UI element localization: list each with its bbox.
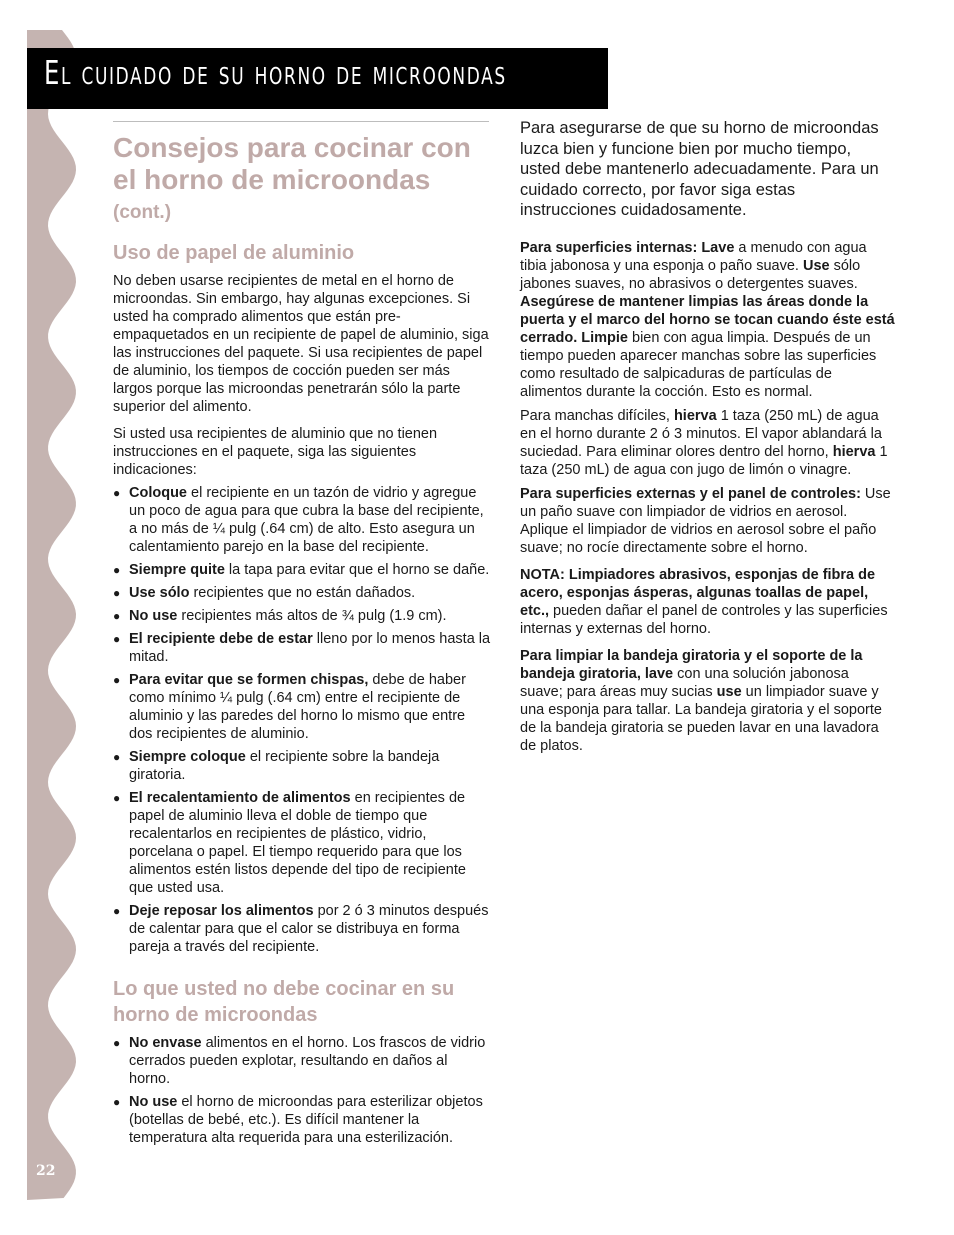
nocook-bullet-list bbox=[113, 1034, 491, 1147]
list-item: ● El recalentamiento de alimentos en recipientes de papel de aluminio lleva el doble de tiempo que recalentarlos en recipientes de plástico, vidrio, porcelana o papel. El tiempo requerido para que los alimentos estén listos depende del tipo de recipiente que usted usa. bbox=[113, 789, 491, 897]
note-paragraph: NOTA: Limpiadores abrasivos, esponjas de fibra de acero, esponjas ásperas, algunas toallas de papel, etc., pueden dañar el panel de controles y las superficies internas y externas del horno. bbox=[520, 566, 888, 637]
section-cont: (cont.) bbox=[113, 202, 172, 223]
decorative-wavy-band bbox=[0, 0, 90, 1235]
page-header-title: El cuidado de su horno de microondas bbox=[44, 53, 507, 92]
divider bbox=[113, 121, 489, 122]
section-title: Consejos para cocinar con el horno de microondas bbox=[113, 132, 471, 195]
left-column bbox=[113, 132, 491, 1152]
foil-paragraph-1: No deben usarse recipientes de metal en el horno de microondas. Sin embargo, hay algunas excepciones. Si usted ha comprado alimentos que están pre-empaquetados en un recipiente de papel de aluminio, siga las instrucciones del paquete. Si usa recipientes de papel de aluminio, los tiempos de cocción pueden ser más largos porque las microondas penetrarán sólo la parte superior del alimento. bbox=[113, 273, 489, 415]
list-item: ● No use recipientes más altos de ¾ pulg (1.9 cm). bbox=[113, 607, 491, 625]
list-item: ● Use sólo recipientes que no están dañados. bbox=[113, 584, 491, 602]
turntable-care-paragraph: Para limpiar la bandeja giratoria y el soporte de la bandeja giratoria, lave con una solución jabonosa suave; para áreas muy sucias use un limpiador suave y una esponja para tallar. La bandeja giratoria y el soporte de la bandeja giratoria se pueden lavar en una lavadora de platos. bbox=[520, 647, 882, 754]
list-item: ● Siempre coloque el recipiente sobre la bandeja giratoria. bbox=[113, 748, 491, 784]
foil-bullet-list bbox=[113, 484, 491, 956]
foil-heading: Uso de papel de aluminio bbox=[113, 242, 355, 264]
exterior-care-paragraph: Para superficies externas y el panel de controles: Use un paño suave con limpiador de vidrios en aerosol. Aplique el limpiador de vidrios en aerosol sobre el paño suave; no rocíe directamente sobre el horno. bbox=[520, 485, 891, 556]
page-number: 22 bbox=[36, 1163, 56, 1179]
nocook-heading: Lo que usted no debe cocinar en su horno de microondas bbox=[113, 978, 455, 1026]
foil-paragraph-2: Si usted usa recipientes de aluminio que no tienen instrucciones en el paquete, siga las siguientes indicaciones: bbox=[113, 426, 438, 478]
interior-care-paragraph: Para superficies internas: Lave a menudo con agua tibia jabonosa y una esponja o paño suave. Use sólo jabones suaves, no abrasivos o detergentes suaves. Asegúrese de mantener limpias las áreas donde la puerta y el marco del horno se tocan cuando éste está cerrado. Limpie bien con agua limpia. Después de un tiempo pueden aparecer manchas sobre las superficies como resultado de salpicaduras de partículas de alimentos durante la cocción. Esto es normal. bbox=[520, 239, 895, 400]
stains-paragraph: Para manchas difíciles, hierva 1 taza (250 mL) de agua en el horno durante 2 ó 3 minutos. El vapor ablandará la suciedad. Para eliminar olores dentro del horno, hierva 1 taza (250 mL) de agua con jugo de limón o vinagre. bbox=[520, 407, 888, 478]
right-column bbox=[520, 118, 895, 755]
list-item: ● Siempre quite la tapa para evitar que el horno se dañe. bbox=[113, 561, 491, 579]
care-intro: Para asegurarse de que su horno de microondas luzca bien y funcione bien por mucho tiempo, usted debe mantenerlo adecuadamente. Para un cuidado correcto, por favor siga estas instrucciones cuidadosamente. bbox=[520, 119, 879, 219]
list-item: ● Para evitar que se formen chispas, debe de haber como mínimo ¼ pulg (.64 cm) entre el recipiente de aluminio y las paredes del horno lo mismo que entre dos recipientes de aluminio. bbox=[113, 671, 491, 743]
list-item: ● No use el horno de microondas para esterilizar objetos (botellas de bebé, etc.). Es difícil mantener la temperatura alta requerida para una esterilización. bbox=[113, 1093, 491, 1147]
list-item: ● No envase alimentos en el horno. Los frascos de vidrio cerrados pueden explotar, resultando en daños al horno. bbox=[113, 1034, 491, 1088]
list-item: ● Deje reposar los alimentos por 2 ó 3 minutos después de calentar para que el calor se distribuya en forma pareja a través del recipiente. bbox=[113, 902, 491, 956]
list-item: ● Coloque el recipiente en un tazón de vidrio y agregue un poco de agua para que cubra la base del recipiente, a no más de ¼ pulg (.64 cm) de alto. Esto asegura un calentamiento parejo en la base del recipiente. bbox=[113, 484, 491, 556]
list-item: ● El recipiente debe de estar lleno por lo menos hasta la mitad. bbox=[113, 630, 491, 666]
